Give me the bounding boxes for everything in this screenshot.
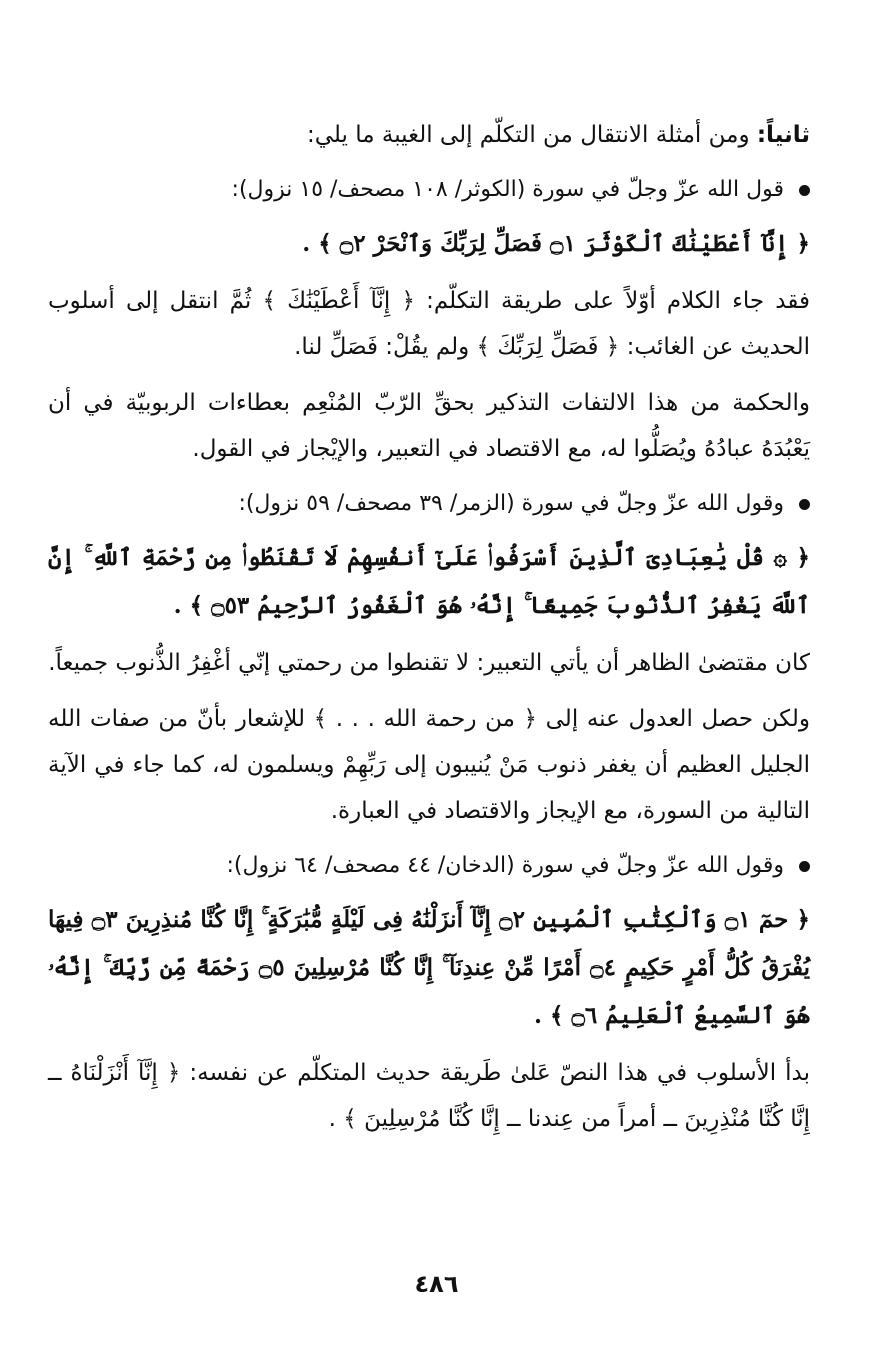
section-lead: ثانياً: bbox=[756, 122, 810, 148]
example-1-explanation-2: والحكمة من هذا الالتفات التذكير بحقِّ الرّبّ المُنْعِم بعطاءات الربوبيّة في أن يَعْبُدَهُ عبادُهُ ويُصَلُّوا له، مع الاقتصاد في التعبير، والإيْجاز في القول. bbox=[48, 390, 810, 462]
example-1-verse: ﴿ إِنَّآ أَعْطَيْنَٰكَ ٱلْكَوْثَرَ ۝١ فَصَلِّ لِرَبِّكَ وَٱنْحَرْ ۝٢ ﴾ . bbox=[302, 230, 810, 257]
example-3-explanation-1: بدأ الأسلوب في هذا النصّ عَلىٰ طَريقة حديث المتكلّم عن نفسه: ﴿ إِنَّآ أَنْزَلْنَاهُ ــ إِنَّا كُنَّا مُنْذِرِينَ ــ أمراً من عِندنا ــ إِنَّا كُنَّا مُرْسِلِينَ ﴾ . bbox=[48, 1060, 810, 1132]
bullet-icon bbox=[799, 499, 810, 510]
section-intro-text: ومن أمثلة الانتقال من التكلّم إلى الغيبة ما يلي: bbox=[307, 122, 757, 148]
example-2-source: وقول الله عزّ وجلّ في سورة (الزمر/ ٣٩ مصحف/ ٥٩ نزول): bbox=[238, 491, 784, 516]
example-3-heading bbox=[48, 844, 810, 888]
example-3-source: وقول الله عزّ وجلّ في سورة (الدخان/ ٤٤ مصحف/ ٦٤ نزول): bbox=[226, 853, 784, 878]
page-number: ٤٨٦ bbox=[414, 1270, 459, 1298]
bullet-icon bbox=[799, 185, 810, 196]
example-1-heading bbox=[48, 168, 810, 212]
example-1-source: قول الله عزّ وجلّ في سورة (الكوثر/ ١٠٨ مصحف/ ١٥ نزول): bbox=[231, 177, 784, 202]
page-body bbox=[48, 112, 810, 1152]
example-3-verse: ﴿ حمٓ ۝١ وَٱلْكِتَٰبِ ٱلْمُبِينِ ۝٢ إِنَّآ أَنزَلْنَٰهُ فِى لَيْلَةٍ مُّبَٰرَكَةٍ ۚ إِنَّا كُنَّا مُنذِرِينَ ۝٣ فِيهَا يُفْرَقُ كُلُّ أَمْرٍ حَكِيمٍ ۝٤ أَمْرًا مِّنْ عِندِنَآ ۚ إِنَّا كُنَّا مُرْسِلِينَ ۝٥ رَحْمَةً مِّن رَّبِّكَ ۚ إِنَّهُۥ هُوَ ٱلسَّمِيعُ ٱلْعَلِيمُ ۝٦ ﴾ . bbox=[48, 906, 811, 1029]
example-2-heading bbox=[48, 482, 810, 526]
example-2-explanation-2: ولكن حصل العدول عنه إلى ﴿ من رحمة الله . . . ﴾ للإشعار بأنّ من صفات الله الجليل العظيم أن يغفر ذنوب مَنْ يُنيبون إلى رَبِّهِمْ ويسلمون له، كما جاء في الآية التالية من السورة، مع الإيجاز والاقتصاد في العبارة. bbox=[48, 706, 810, 824]
bullet-icon bbox=[799, 861, 810, 872]
section-intro bbox=[48, 112, 810, 158]
example-2-explanation-1: كان مقتضىٰ الظاهر أن يأتي التعبير: لا تقنطوا من رحمتي إنّي أغْفِرُ الذُّنوب جميعاً. bbox=[48, 650, 810, 676]
example-2-verse: ﴿ ۞ قُلْ يَٰعِبَادِىَ ٱلَّذِينَ أَسْرَفُوا۟ عَلَىٰٓ أَنفُسِهِمْ لَا تَقْنَطُوا۟ مِن رَّحْمَةِ ٱللَّهِ ۚ إِنَّ ٱللَّهَ يَغْفِرُ ٱلذُّنُوبَ جَمِيعًا ۚ إِنَّهُۥ هُوَ ٱلْغَفُورُ ٱلرَّحِيمُ ۝٥٣ ﴾ . bbox=[48, 544, 810, 619]
example-1-explanation-1: فقد جاء الكلام أوّلاً على طريقة التكلّم: ﴿ إِنَّآ أَعْطَيْنَٰكَ ﴾ ثُمَّ انتقل إلى أسلوب الحديث عن الغائب: ﴿ فَصَلِّ لِرَبِّكَ ﴾ ولم يقُلْ: فَصَلِّ لنا. bbox=[48, 288, 810, 360]
